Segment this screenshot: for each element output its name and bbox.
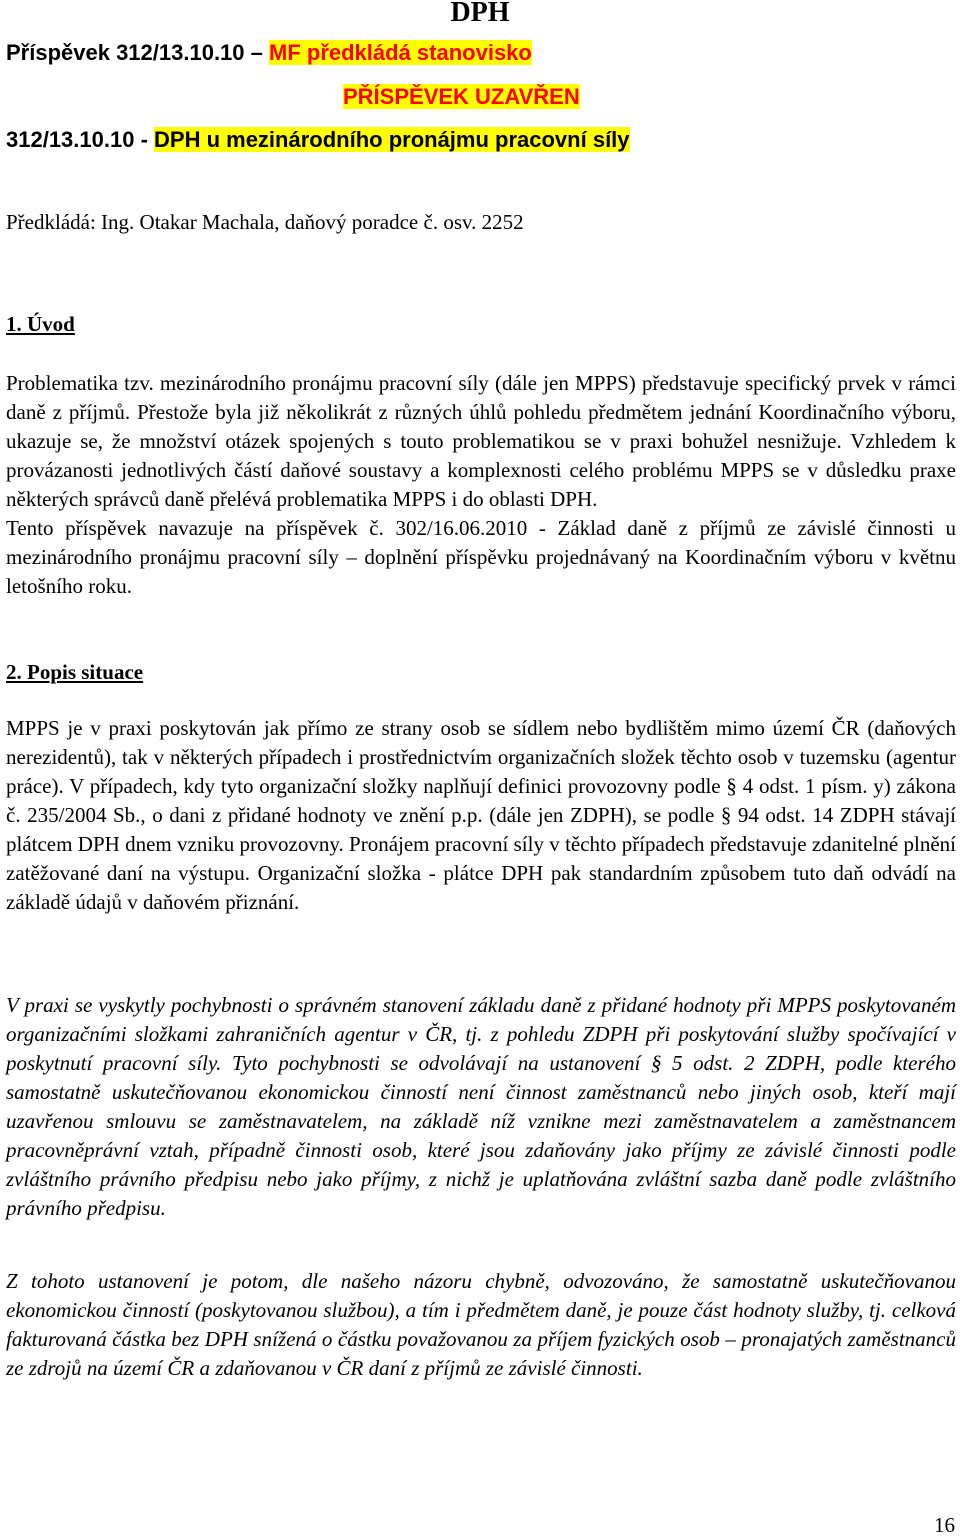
intro-text: Problematika tzv. mezinárodního pronájmu pracovní síly (dále jen MPPS) představuje specifický prvek v rámci daně z příjmů. Přestože byla již několikrát z různých úhlů pohledu předmětem jednání Koordinačního výboru, ukazuje se, že množství otázek spojených s touto problematikou se v praxi bohužel nesnižuje. Vzhledem k provázanosti jednotlivých částí daňové soustavy a komplexnosti celého problému MPPS se v důsledku praxe některých správců daně přelévá problematika MPPS i do oblasti DPH.: [6, 371, 956, 511]
closed-status-highlight: PŘÍSPĚVEK UZAVŘEN: [343, 84, 580, 109]
closed-status-line: [343, 84, 580, 110]
intro-reference-text: Tento příspěvek navazuje na příspěvek č. 302/16.06.2010 - Základ daně z příjmů ze závislé činnosti u mezinárodního pronájmu pracovní síly – doplnění příspěvku projednávaný na Koordinačním výboru v květnu letošního roku.: [6, 516, 956, 598]
document-heading: DPH: [450, 0, 510, 28]
doubt-paragraph: V praxi se vyskytly pochybnosti o správném stanovení základu daně z přidané hodnoty při MPPS poskytovaném organizačními složkami zahraničních agentur v ČR, tj. z pohledu ZDPH při poskytování služby spočívající v poskytnutí pracovní síly. Tyto pochybnosti se odvolávají na ustanovení § 5 odst. 2 ZDPH, podle kterého samostatně uskutečňovanou ekonomickou činností není činnost zaměstnanců nebo jiných osob, kteří mají uzavřenou smlouvu se zaměstnavatelem, na základě níž vznikne mezi zaměstnavatelem a zaměstnancem pracovněprávní vztah, případně činnosti osob, které jsou zdaňovány jako příjmy ze závislé činnosti podle zvláštního právního předpisu nebo jako příjmy, z nichž je uplatňována zvláštní sazba daně podle zvláštního právního předpisu.: [6, 993, 956, 1220]
situation-paragraph: MPPS je v praxi poskytován jak přímo ze strany osob se sídlem nebo bydlištěm mimo území ČR (daňových nerezidentů), tak v některých případech i prostřednictvím organizačních složek těchto osob v tuzemsku (agentur práce). V případech, kdy tyto organizační složky naplňují definici provozovny podle § 4 odst. 1 písm. y) zákona č. 235/2004 Sb., o dani z přidané hodnoty ve znění p.p. (dále jen ZDPH), se podle § 94 odst. 14 ZDPH stávají plátcem DPH dnem vzniku provozovny. Pronájem pracovní síly v těchto případech představuje zdanitelné plnění zatěžované daní na výstupu. Organizační složka - plátce DPH pak standardním způsobem tuto daň odvádí na základě údajů v daňovém přiznání.: [6, 716, 956, 914]
page-number: 16: [934, 1513, 955, 1537]
section-situation-title: 2. Popis situace: [6, 660, 144, 684]
section-intro-title: 1. Úvod: [6, 312, 75, 336]
contribution-status-line: [6, 40, 532, 66]
conclusion-paragraph: Z tohoto ustanovení je potom, dle našeho názoru chybně, odvozováno, že samostatně uskutečňovanou ekonomickou činností (poskytovanou službou), a tím i předmětem daně, je pouze část hodnoty služby, tj. celková fakturovaná částka bez DPH snížená o částku považovanou za příjem fyzických osob – pronajatých zaměstnanců ze zdrojů na území ČR a zdaňovanou v ČR daní z příjmů ze závislé činnosti.: [6, 1269, 956, 1380]
contribution-subject-line: [6, 127, 630, 153]
subject-number: 312/13.10.10 -: [6, 127, 155, 152]
contribution-number: Příspěvek 312/13.10.10 –: [6, 40, 269, 65]
intro-paragraph: [6, 369, 956, 631]
submitter-line: Předkládá: Ing. Otakar Machala, daňový poradce č. osv. 2252: [6, 210, 524, 234]
subject-highlight: DPH u mezinárodního pronájmu pracovní síly: [154, 127, 630, 152]
status-highlight: MF předkládá stanovisko: [269, 40, 532, 65]
